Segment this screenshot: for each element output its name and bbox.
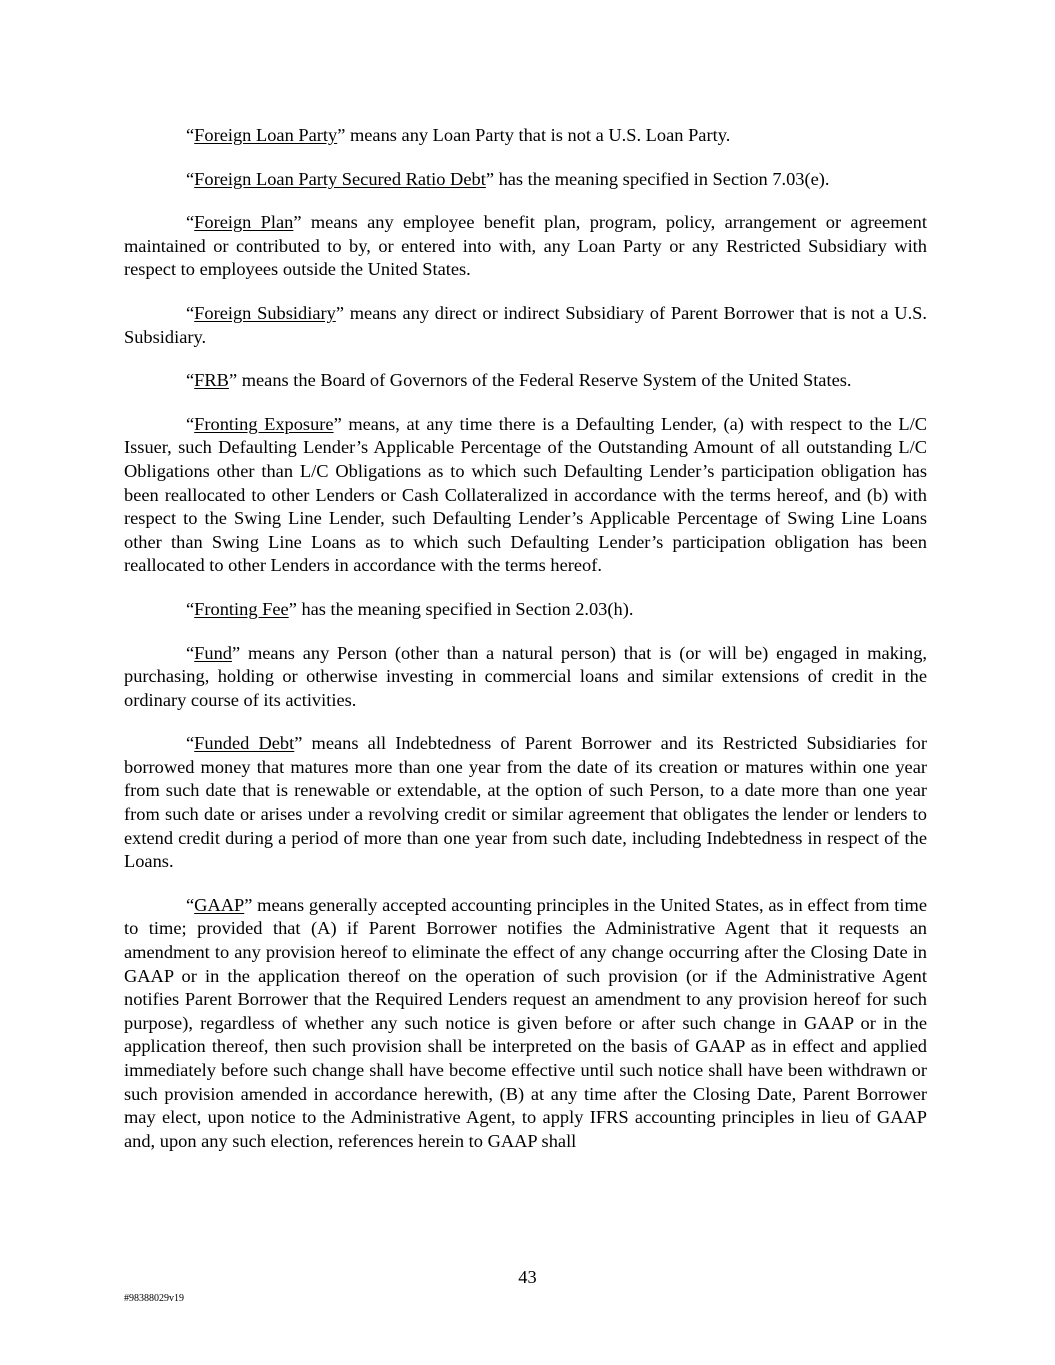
defined-term: Funded Debt <box>194 733 295 754</box>
open-quote: “ <box>186 894 195 915</box>
open-quote: “ <box>186 413 195 434</box>
page-number: 43 <box>518 1267 537 1287</box>
definition-frb <box>124 369 927 393</box>
definition-text: ” has the meaning specified in Section 2.03(h). <box>288 598 634 619</box>
definition-text: ” means, at any time there is a Defaulting Lender, (a) with respect to the L/C Issuer, such Defaulting Lender’s Applicable Percentage of the Outstanding Amount of all outstanding L/C Obligations other than L/C Obligations as to which such Defaulting Lender’s participation obligation has been reallocated to other Lenders or Cash Collateralized in accordance with the terms hereof, and (b) with respect to the Swing Line Lender, such Defaulting Lender’s Applicable Percentage of Swing Line Loans other than Swing Line Loans as to which such Defaulting Lender’s participation obligation has been reallocated to other Lenders in accordance with the terms hereof. <box>124 413 927 576</box>
open-quote: “ <box>186 733 195 754</box>
open-quote: “ <box>186 370 195 391</box>
defined-term: Foreign Plan <box>194 212 294 233</box>
definition-fronting-exposure <box>124 413 927 578</box>
definition-funded-debt <box>124 732 927 874</box>
defined-term: FRB <box>194 370 229 391</box>
defined-term: Foreign Subsidiary <box>194 302 336 323</box>
definition-text: ” means any direct or indirect Subsidiary of Parent Borrower that is not a U.S. Subsidiary. <box>124 302 928 347</box>
definition-fund <box>124 642 927 713</box>
definition-foreign-loan-party-secured-ratio-debt <box>124 168 927 192</box>
definition-text: ” means generally accepted accounting principles in the United States, as in effect from time to time; provided that (A) if Parent Borrower notifies the Administrative Agent that it requests an amendment to any provision hereof to eliminate the effect of any change occurring after the Closing Date in GAAP or in the application thereof on the operation of such provision (or if the Administrative Agent notifies Parent Borrower that the Required Lenders request an amendment to any provision hereof for such purpose), regardless of whether any such notice is given before or after such change in GAAP or in the application thereof, then such provision shall be interpreted on the basis of GAAP as in effect and applied immediately before such change shall have become effective until such notice shall have been withdrawn or such provision amended in accordance herewith, (B) at any time after the Closing Date, Parent Borrower may elect, upon notice to the Administrative Agent, to apply IFRS accounting principles in lieu of GAAP and, upon any such election, references herein to GAAP shall <box>124 894 927 1151</box>
defined-term: Foreign Loan Party Secured Ratio Debt <box>194 168 486 189</box>
open-quote: “ <box>186 125 195 145</box>
defined-term: GAAP <box>194 894 245 915</box>
definition-fronting-fee <box>124 598 927 622</box>
definition-text: ” has the meaning specified in Section 7.03(e). <box>485 168 830 189</box>
document-id: #98388029v19 <box>124 1293 184 1304</box>
definition-text: ” means any Person (other than a natural person) that is (or will be) engaged in making, purchasing, holding or otherwise investing in commercial loans and similar extensions of credit in the ordinary course of its activities. <box>124 642 927 710</box>
definition-text: ” means the Board of Governors of the Federal Reserve System of the United States. <box>228 370 852 391</box>
definition-text: ” means all Indebtedness of Parent Borrower and its Restricted Subsidiaries for borrowed money that matures more than one year from the date of its creation or matures within one year from such date that is renewable or extendable, at the option of such Person, to a date more than one year from such date or arises under a revolving credit or similar agreement that obligates the lender or lenders to extend credit during a period of more than one year from such date, including Indebtedness in respect of the Loans. <box>124 733 927 872</box>
definition-foreign-plan <box>124 211 927 282</box>
open-quote: “ <box>186 598 195 619</box>
defined-term: Fronting Exposure <box>194 413 334 434</box>
defined-term: Fund <box>194 642 232 663</box>
definition-text: ” means any Loan Party that is not a U.S. Loan Party. <box>337 125 731 145</box>
open-quote: “ <box>186 212 195 233</box>
defined-term: Foreign Loan Party <box>194 125 338 145</box>
open-quote: “ <box>186 302 195 323</box>
document-page <box>124 124 927 1173</box>
definition-text: ” means any employee benefit plan, program, policy, arrangement or agreement maintained or contributed to by, or entered into with, any Loan Party or any Restricted Subsidiary with respect to employees outside the United States. <box>124 212 927 280</box>
open-quote: “ <box>186 168 195 189</box>
definition-foreign-subsidiary <box>124 302 927 349</box>
open-quote: “ <box>186 642 195 663</box>
defined-term: Fronting Fee <box>194 598 289 619</box>
definition-foreign-loan-party <box>124 124 927 148</box>
definition-gaap <box>124 894 927 1154</box>
